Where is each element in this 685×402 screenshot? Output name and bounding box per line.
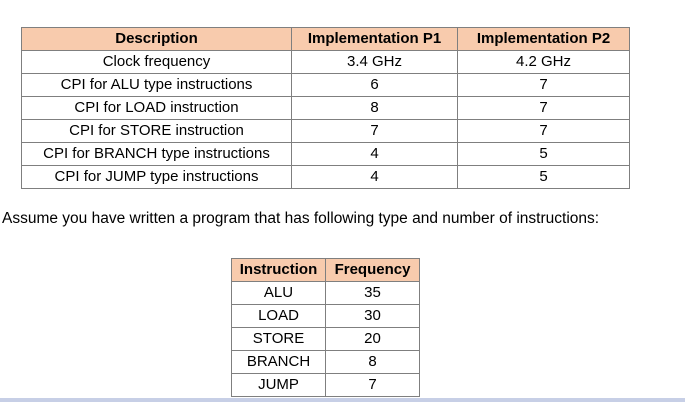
- instruction-type: BRANCH: [232, 351, 326, 374]
- row-p2-value: 5: [458, 166, 630, 189]
- instruction-frequency: 8: [326, 351, 420, 374]
- instruction-type: STORE: [232, 328, 326, 351]
- table-row: [22, 74, 630, 97]
- row-p1-value: 6: [292, 74, 458, 97]
- cut-off-text-line: [0, 398, 685, 402]
- row-description: CPI for STORE instruction: [22, 120, 292, 143]
- row-p1-value: 4: [292, 166, 458, 189]
- implementation-comparison-table: [21, 27, 630, 189]
- column-header-p2: Implementation P2: [458, 28, 630, 51]
- row-p2-value: 4.2 GHz: [458, 51, 630, 74]
- instruction-frequency: 35: [326, 282, 420, 305]
- row-description: CPI for ALU type instructions: [22, 74, 292, 97]
- table-row: [22, 120, 630, 143]
- instruction-type: LOAD: [232, 305, 326, 328]
- table-row: [232, 374, 420, 397]
- table-header-row: [22, 28, 630, 51]
- instruction-frequency: 20: [326, 328, 420, 351]
- row-p1-value: 8: [292, 97, 458, 120]
- column-header-p1: Implementation P1: [292, 28, 458, 51]
- table-row: [22, 166, 630, 189]
- table-row: [22, 143, 630, 166]
- row-p1-value: 3.4 GHz: [292, 51, 458, 74]
- row-description: Clock frequency: [22, 51, 292, 74]
- instruction-frequency: 7: [326, 374, 420, 397]
- row-p1-value: 4: [292, 143, 458, 166]
- table-row: [232, 351, 420, 374]
- column-header-frequency: Frequency: [326, 259, 420, 282]
- instruction-frequency-table: [231, 258, 420, 397]
- row-p1-value: 7: [292, 120, 458, 143]
- column-header-description: Description: [22, 28, 292, 51]
- row-p2-value: 7: [458, 120, 630, 143]
- row-description: CPI for LOAD instruction: [22, 97, 292, 120]
- table-header-row: [232, 259, 420, 282]
- row-p2-value: 7: [458, 74, 630, 97]
- problem-statement: Assume you have written a program that has following type and number of instructions:: [2, 210, 600, 227]
- row-description: CPI for JUMP type instructions: [22, 166, 292, 189]
- table-row: [22, 51, 630, 74]
- column-header-instruction: Instruction: [232, 259, 326, 282]
- table-row: [232, 282, 420, 305]
- instruction-frequency: 30: [326, 305, 420, 328]
- row-description: CPI for BRANCH type instructions: [22, 143, 292, 166]
- table-row: [22, 97, 630, 120]
- instruction-type: JUMP: [232, 374, 326, 397]
- table-row: [232, 305, 420, 328]
- row-p2-value: 7: [458, 97, 630, 120]
- row-p2-value: 5: [458, 143, 630, 166]
- instruction-type: ALU: [232, 282, 326, 305]
- table-row: [232, 328, 420, 351]
